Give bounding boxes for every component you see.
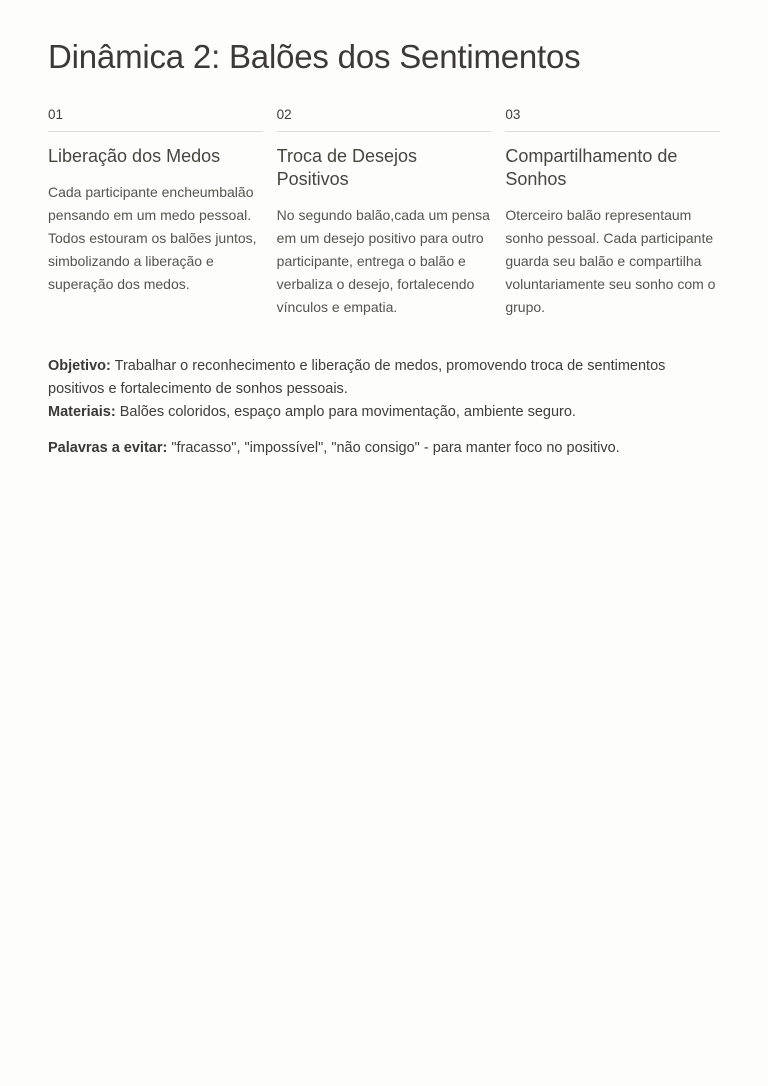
step-heading: Liberação dos Medos [48, 146, 221, 167]
step-heading: Troca de Desejos Positivos [276, 146, 418, 190]
words-to-avoid-line [48, 437, 720, 460]
step-number: 02 [277, 107, 492, 132]
words-to-avoid-label: Palavras a evitar: [48, 440, 168, 457]
page-title: Dinâmica 2: Balões dos Sentimentos [48, 38, 581, 75]
materials-line [48, 401, 720, 424]
step-number: 03 [505, 107, 720, 132]
step-card-3 [505, 107, 720, 319]
step-heading: Compartilhamento de Sonhos [505, 146, 678, 190]
step-body: No segundo balão,cada um pensa em um desejo positivo para outro participante, entrega o balão e verbaliza o desejo, fortalecendo vínculos e empatia. [276, 207, 490, 316]
step-body: Cada participante encheumbalão pensando em um medo pessoal. Todos estouram os balões juntos, simbolizando a liberação e superação dos medos. [48, 184, 257, 293]
words-to-avoid-text: "fracasso", "impossível", "não consigo" - para manter foco no positivo. [171, 440, 620, 457]
materials-text: Balões coloridos, espaço amplo para movimentação, ambiente seguro. [119, 404, 576, 421]
step-card-2 [277, 107, 492, 319]
objective-text: Trabalhar o reconhecimento e liberação de medos, promovendo troca de sentimentos positivos e fortalecimento de sonhos pessoais. [48, 358, 666, 398]
step-card-1 [48, 107, 263, 296]
materials-label: Materiais: [48, 404, 116, 421]
objective-label: Objetivo: [48, 358, 111, 375]
objective-line [48, 355, 720, 401]
details-section [48, 355, 720, 460]
steps-row [48, 107, 720, 319]
step-number: 01 [48, 107, 263, 132]
step-body: Oterceiro balão representaum sonho pessoal. Cada participante guarda seu balão e compartilha voluntariamente seu sonho com o grupo. [505, 207, 716, 316]
